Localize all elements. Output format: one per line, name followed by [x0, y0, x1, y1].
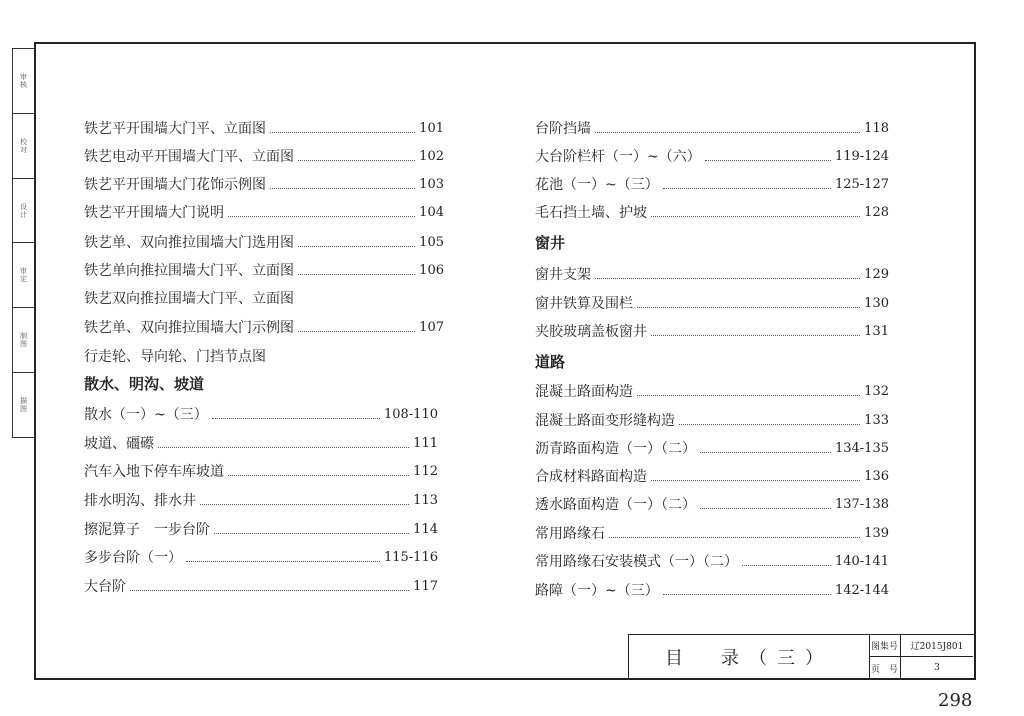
toc-entry[interactable] — [84, 518, 438, 540]
leader-dots — [130, 590, 409, 591]
leader-dots — [270, 188, 415, 189]
side-sign-tab — [12, 48, 34, 438]
leader-dots — [595, 278, 860, 279]
toc-entry-title: 铁艺平开围墙大门平、立面图 — [84, 121, 266, 137]
title-block-title: 目 录（三） — [629, 635, 870, 679]
atlas-number-value: 辽2015J801 — [901, 635, 973, 657]
toc-entry[interactable] — [84, 145, 444, 167]
toc-entry-title: 合成材料路面构造 — [535, 469, 647, 485]
toc-entry-title: 混凝土路面构造 — [535, 384, 633, 400]
toc-entry-title: 透水路面构造（一）（二） — [535, 497, 696, 513]
atlas-number-label: 图集号 — [869, 635, 901, 657]
toc-entry-page: 111 — [413, 435, 438, 451]
leader-dots — [651, 216, 860, 217]
toc-entry-page: 139 — [864, 525, 889, 541]
leader-dots — [298, 331, 415, 332]
sheet-page-value: 3 — [934, 663, 940, 673]
toc-entry-title: 常用路缘石 — [535, 526, 605, 542]
toc-entry[interactable] — [535, 380, 889, 402]
toc-entry-page: 115-116 — [383, 549, 438, 565]
leader-dots — [637, 307, 860, 308]
leader-dots — [214, 533, 409, 534]
toc-entry[interactable] — [535, 409, 889, 431]
leader-dots — [700, 508, 831, 509]
toc-entry-title: 花池（一）~（三） — [535, 177, 659, 193]
toc-entry[interactable] — [84, 117, 444, 139]
page-number-label: 页 号 — [869, 657, 901, 679]
toc-entry[interactable] — [84, 259, 444, 281]
toc-entry[interactable] — [84, 575, 438, 597]
toc-entry[interactable] — [84, 403, 438, 425]
leader-dots — [186, 561, 380, 562]
toc-entry-title: 窗井支架 — [535, 267, 591, 283]
toc-entry-title: 铁艺电动平开围墙大门平、立面图 — [84, 149, 294, 165]
toc-entry-page: 137-138 — [834, 496, 889, 512]
toc-entry-page: 112 — [413, 463, 438, 479]
toc-entry-title: 窗井铁算及围栏 — [535, 296, 633, 312]
toc-entry[interactable] — [535, 263, 889, 285]
toc-entry[interactable] — [535, 579, 889, 601]
toc-entry-page: 103 — [419, 176, 444, 192]
side-tab-cell: 校对 — [13, 114, 34, 179]
toc-entry[interactable] — [535, 465, 889, 487]
toc-entry-page: 140-141 — [834, 553, 889, 569]
toc-entry[interactable] — [84, 489, 438, 511]
side-tab-cell: 审定 — [13, 243, 34, 308]
toc-entry-page: 105 — [419, 234, 444, 250]
toc-entry-page: 125-127 — [834, 176, 889, 192]
toc-entry-title: 行走轮、导向轮、门挡节点图 — [84, 349, 266, 365]
page-number: 298 — [938, 690, 973, 711]
toc-entry-page: 119-124 — [834, 148, 889, 164]
toc-entry[interactable] — [535, 437, 889, 459]
toc-entry-page: 117 — [413, 578, 438, 594]
toc-entry[interactable] — [84, 231, 444, 253]
toc-entry-page: 102 — [419, 148, 444, 164]
leader-dots — [651, 335, 860, 336]
leader-dots — [700, 452, 831, 453]
toc-entry-page: 114 — [413, 521, 438, 537]
title-block — [628, 634, 974, 680]
leader-dots — [228, 475, 409, 476]
toc-entry-page: 101 — [419, 120, 444, 136]
toc-entry-title: 沥青路面构造（一）（二） — [535, 441, 696, 457]
toc-entry-page: 113 — [413, 492, 438, 508]
toc-entry[interactable] — [535, 173, 889, 195]
toc-entry-title: 擦泥算子 一步台阶 — [84, 522, 210, 538]
toc-entry[interactable] — [84, 173, 444, 195]
toc-entry-page: 131 — [864, 323, 889, 339]
toc-entry-page: 142-144 — [834, 582, 889, 598]
toc-entry-title: 铁艺单向推拉围墙大门平、立面图 — [84, 263, 294, 279]
leader-dots — [705, 160, 831, 161]
toc-entry-title: 铁艺单、双向推拉围墙大门选用图 — [84, 235, 294, 251]
leader-dots — [298, 246, 415, 247]
toc-entry-page: 104 — [419, 204, 444, 220]
leader-dots — [212, 418, 380, 419]
side-tab-cell: 设计 — [13, 179, 34, 244]
toc-entry-page: 136 — [864, 468, 889, 484]
toc-entry[interactable] — [84, 345, 266, 367]
toc-entry-title: 大台阶栏杆（一）~（六） — [535, 149, 701, 165]
toc-entry-page: 108-110 — [383, 406, 438, 422]
toc-entry[interactable] — [535, 201, 889, 223]
toc-entry[interactable] — [535, 522, 889, 544]
toc-entry-title: 多步台阶（一） — [84, 550, 182, 566]
toc-entry-title: 排水明沟、排水井 — [84, 493, 196, 509]
toc-entry-title: 路障（一）~（三） — [535, 583, 659, 599]
toc-entry-title: 夹胶玻璃盖板窗井 — [535, 324, 647, 340]
section-heading: 窗井 — [535, 233, 566, 252]
side-tab-cell: 审核 — [13, 49, 34, 114]
toc-entry[interactable] — [84, 460, 438, 482]
side-tab-cell: 制图 — [13, 308, 34, 373]
leader-dots — [663, 594, 831, 595]
leader-dots — [200, 504, 409, 505]
toc-entry-page: 107 — [419, 319, 444, 335]
toc-entry[interactable] — [84, 546, 438, 568]
leader-dots — [651, 480, 860, 481]
toc-entry-page: 106 — [419, 262, 444, 278]
toc-entry-page: 128 — [864, 204, 889, 220]
toc-entry-title: 铁艺平开围墙大门说明 — [84, 205, 224, 221]
toc-entry-page: 132 — [864, 383, 889, 399]
toc-entry[interactable] — [84, 287, 294, 309]
toc-entry-title: 汽车入地下停车库坡道 — [84, 464, 224, 480]
toc-entry-title: 铁艺双向推拉围墙大门平、立面图 — [84, 291, 294, 307]
toc-entry-title: 常用路缘石安装模式（一）（二） — [535, 554, 738, 570]
toc-entry[interactable] — [535, 493, 889, 515]
leader-dots — [609, 537, 860, 538]
leader-dots — [595, 132, 860, 133]
toc-entry[interactable] — [535, 550, 889, 572]
leader-dots — [637, 395, 860, 396]
leader-dots — [742, 565, 831, 566]
leader-dots — [158, 447, 409, 448]
toc-entry-title: 坡道、礓礤 — [84, 436, 154, 452]
section-heading: 散水、明沟、坡道 — [84, 374, 205, 393]
leader-dots — [270, 132, 415, 133]
toc-entry-title: 毛石挡土墙、护坡 — [535, 205, 647, 221]
toc-entry[interactable] — [535, 292, 889, 314]
leader-dots — [679, 424, 860, 425]
leader-dots — [298, 274, 415, 275]
toc-entry-page: 133 — [864, 412, 889, 428]
toc-entry-page: 130 — [864, 295, 889, 311]
toc-entry-page: 134-135 — [834, 440, 889, 456]
toc-entry[interactable] — [84, 201, 444, 223]
toc-entry-title: 铁艺平开围墙大门花饰示例图 — [84, 177, 266, 193]
toc-entry[interactable] — [84, 316, 444, 338]
toc-entry[interactable] — [535, 320, 889, 342]
toc-entry[interactable] — [535, 117, 889, 139]
leader-dots — [228, 216, 415, 217]
toc-entry-title: 台阶挡墙 — [535, 121, 591, 137]
toc-entry-page: 129 — [864, 266, 889, 282]
section-heading: 道路 — [535, 352, 566, 371]
toc-entry-page: 118 — [864, 120, 889, 136]
toc-entry-title: 铁艺单、双向推拉围墙大门示例图 — [84, 320, 294, 336]
toc-entry[interactable] — [84, 432, 438, 454]
toc-entry[interactable] — [535, 145, 889, 167]
toc-entry-title: 混凝土路面变形缝构造 — [535, 413, 675, 429]
leader-dots — [298, 160, 415, 161]
toc-entry-title: 散水（一）~（三） — [84, 407, 208, 423]
leader-dots — [663, 188, 831, 189]
side-tab-cell: 描图 — [19, 397, 28, 414]
toc-entry-title: 大台阶 — [84, 579, 126, 595]
